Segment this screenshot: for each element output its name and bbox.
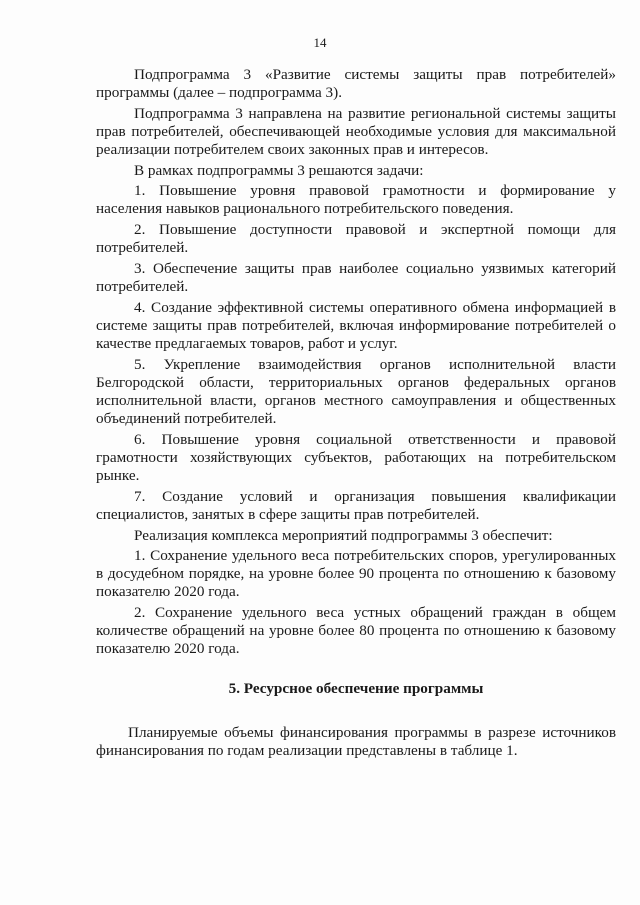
- result-item-2: 2. Сохранение удельного веса устных обращений граждан в общем количестве обращений на уровне более 80 процента по отношению к базовому показателю 2020 года.: [96, 604, 616, 657]
- paragraph-subprogram-purpose: Подпрограмма 3 направлена на развитие региональной системы защиты прав потребителей, обеспечивающей необходимые условия для максимальной реализации потребителем своих законных прав и интересов.: [96, 105, 616, 158]
- paragraph-subprogram-title: Подпрограмма 3 «Развитие системы защиты прав потребителей» программы (далее – подпрограмма 3).: [96, 66, 616, 101]
- task-item-2: 2. Повышение доступности правовой и экспертной помощи для потребителей.: [96, 221, 616, 256]
- paragraph-financing: Планируемые объемы финансирования программы в разрезе источников финансирования по годам реализации представлены в таблице 1.: [96, 724, 616, 759]
- task-item-5: 5. Укрепление взаимодействия органов исполнительной власти Белгородской области, территориальных органов федеральных органов исполнительной власти, органов местного самоуправления и общественных объединений потребителей.: [96, 356, 616, 427]
- result-item-1: 1. Сохранение удельного веса потребительских споров, урегулированных в досудебном порядке, на уровне более 90 процента по отношению к базовому показателю 2020 года.: [96, 547, 616, 600]
- task-item-1: 1. Повышение уровня правовой грамотности и формирование у населения навыков рационального потребительского поведения.: [96, 182, 616, 217]
- paragraph-tasks-intro: В рамках подпрограммы 3 решаются задачи:: [134, 162, 424, 179]
- task-item-7: 7. Создание условий и организация повышения квалификации специалистов, занятых в сфере защиты прав потребителей.: [96, 488, 616, 523]
- task-item-6: 6. Повышение уровня социальной ответственности и правовой грамотности хозяйствующих субъектов, работающих на потребительском рынке.: [96, 431, 616, 484]
- page-number: 14: [313, 35, 327, 50]
- paragraph-results-intro: Реализация комплекса мероприятий подпрограммы 3 обеспечит:: [134, 527, 553, 544]
- task-item-4: 4. Создание эффективной системы оперативного обмена информацией в системе защиты прав потребителей, включая информирование потребителей о качестве предлагаемых товаров, работ и услуг.: [96, 299, 616, 352]
- page-content: [96, 66, 616, 763]
- task-item-3: 3. Обеспечение защиты прав наиболее социально уязвимых категорий потребителей.: [96, 260, 616, 295]
- section-heading: 5. Ресурсное обеспечение программы: [228, 680, 484, 697]
